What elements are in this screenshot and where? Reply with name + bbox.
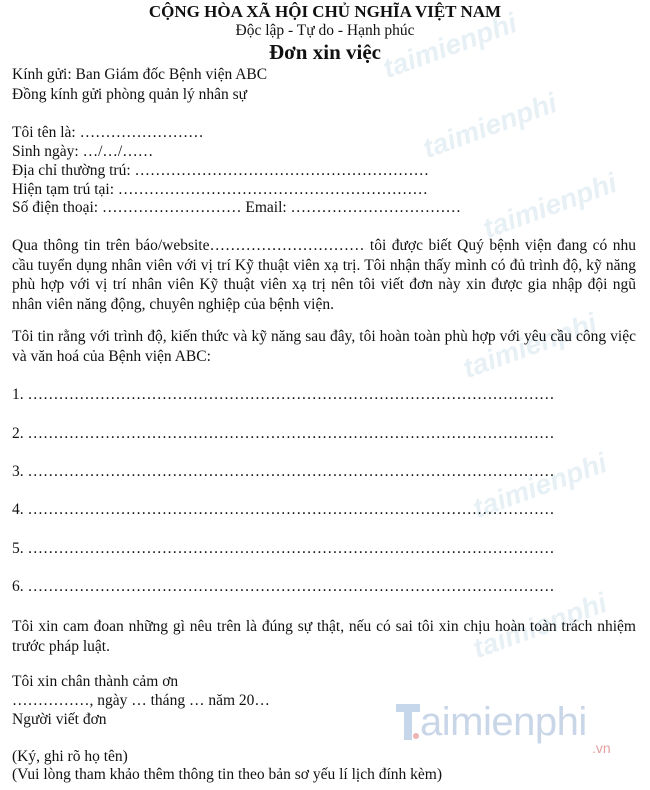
phone-email-field: Số điện thoại: ……………………… Email: …………………………… (12, 199, 462, 216)
list-item: 1. ………………………………………………………………………………………… (12, 386, 555, 403)
watermark-text: taimienphi (378, 7, 521, 85)
watermark-logo-suffix: .vn (592, 740, 611, 756)
nation-heading: CỘNG HÒA XÃ HỘI CHỦ NGHĨA VIỆT NAM (148, 2, 502, 21)
document-title: Đơn xin việc (269, 40, 381, 64)
thanks-line: Tôi xin chân thành cảm ơn (12, 673, 179, 690)
list-item: 5. ………………………………………………………………………………………… (12, 540, 555, 557)
watermark-logo-text: aimienphi (420, 700, 587, 744)
writer-label: Người viết đơn (12, 711, 107, 728)
dob-field: Sinh ngày: …/…/…… (12, 143, 154, 160)
attachment-note: (Vui lòng tham khảo thêm thông tin theo bản sơ yếu lí lịch đính kèm) (12, 766, 443, 783)
list-item: 4. ………………………………………………………………………………………… (12, 501, 555, 518)
watermark-text: taimienphi (458, 307, 601, 385)
address-field: Địa chỉ thường trú: ………………………………………………… (12, 162, 429, 179)
temp-address-field: Hiện tạm trú tại: …………………………………………………… (12, 181, 428, 198)
intro-paragraph: Qua thông tin trên báo/website………………………… tôi được biết Quý bệnh viện đang có nhu cầu tuyển dụng nhân viên với vị trí Kỹ thuật viên xạ trị. Tôi nhận thấy mình có đủ trình độ, kỹ năng phù hợp với vị trí nhân viên Kỹ thuật viên xạ trị nên tôi viết đơn này xin được gia nhập đội ngũ nhân viên năng động, chuyên nghiệp của bệnh viện. (12, 237, 636, 313)
list-item: 3. ………………………………………………………………………………………… (12, 463, 555, 480)
name-field: Tôi tên là: …………………… (12, 124, 204, 141)
list-item: 6. ………………………………………………………………………………………… (12, 578, 555, 595)
recipient-line: Kính gửi: Ban Giám đốc Bệnh viện ABC (12, 66, 268, 83)
list-item: 2. ………………………………………………………………………………………… (12, 425, 555, 442)
motto: Độc lập - Tự do - Hạnh phúc (235, 22, 415, 39)
declaration-paragraph: Tôi xin cam đoan những gì nêu trên là đúng sự thật, nếu có sai tôi xin chịu hoàn toàn trách nhiệm trước pháp luật. (12, 618, 636, 655)
watermark-text: taimienphi (468, 447, 611, 525)
watermark-text: taimienphi (468, 587, 611, 665)
date-line: ……………, ngày … tháng … năm 20… (12, 692, 270, 709)
qualification-paragraph: Tôi tin rằng với trình độ, kiến thức và kỹ năng sau đây, tôi hoàn toàn phù hợp với yêu cầu công việc và văn hoá của Bệnh viện ABC: (12, 328, 636, 365)
watermark-text: taimienphi (478, 167, 621, 245)
cc-recipient-line: Đồng kính gửi phòng quản lý nhân sự (12, 86, 248, 103)
watermark-text: taimienphi (418, 87, 561, 165)
sign-instruction: (Ký, ghi rõ họ tên) (12, 748, 128, 765)
